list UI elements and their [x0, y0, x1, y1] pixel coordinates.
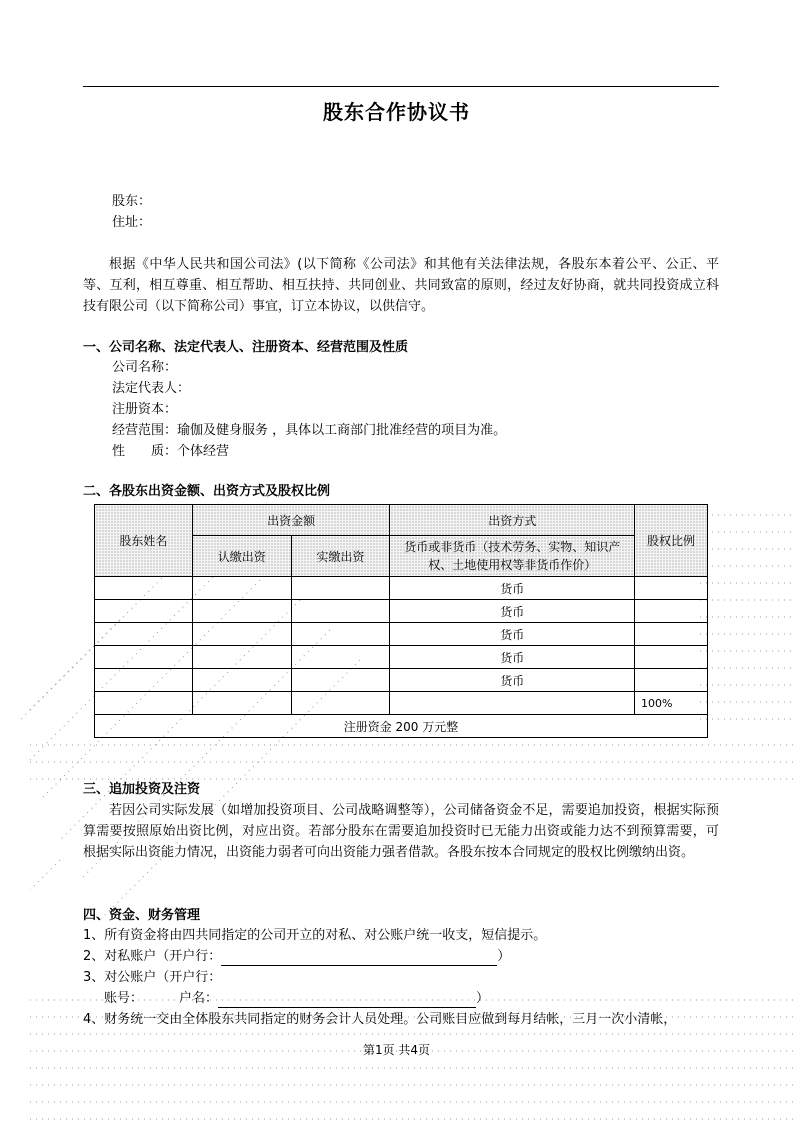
cell-name	[95, 623, 193, 646]
cell-paid-in	[291, 646, 390, 669]
cell-name	[95, 577, 193, 600]
company-name-label: 公司名称：	[112, 360, 178, 375]
cell-ratio	[635, 623, 708, 646]
equity-table	[94, 504, 708, 738]
sum-ratio: 100%	[635, 692, 708, 715]
cell-ratio	[635, 577, 708, 600]
page-number: 第1页 共4页	[362, 1043, 431, 1057]
document-title: 股东合作协议书	[323, 100, 470, 124]
section3-heading: 三、追加投资及注资	[83, 782, 201, 797]
section3-paragraph	[83, 800, 719, 863]
col-shareholder-name: 股东姓名	[95, 505, 193, 577]
address-label: 住址：	[112, 215, 152, 230]
finance-item-1: 1、所有资金将由四共同指定的公司开立的对私、对公账户统一收支，短信提示。	[83, 928, 547, 943]
cell-ratio	[635, 600, 708, 623]
cell-subscribed	[192, 646, 291, 669]
cell-method: 货币	[390, 646, 635, 669]
cell-paid-in	[291, 577, 390, 600]
table-row	[95, 646, 708, 669]
private-bank-blank	[221, 965, 497, 966]
col-contribution-amount: 出资金额	[192, 505, 390, 536]
account-close: ）	[476, 991, 490, 1006]
private-account-label: 2、对私账户（开户行：	[83, 949, 222, 964]
company-nature: 性 质：个体经营	[112, 444, 230, 459]
cell-subscribed	[192, 623, 291, 646]
account-name-label: 户名：	[179, 991, 219, 1006]
cell-method: 货币	[390, 600, 635, 623]
cell-name	[95, 646, 193, 669]
cell-name	[95, 692, 193, 715]
finance-item-2	[83, 948, 510, 966]
business-scope: 经营范围：瑜伽及健身服务 ，具体以工商部门批准经营的项目为准。	[112, 423, 507, 438]
col-subscribed: 认缴出资	[192, 536, 291, 577]
cell-method	[390, 692, 635, 715]
table-row	[95, 577, 708, 600]
reg-capital-label: 注册资本：	[112, 402, 178, 417]
cell-ratio	[635, 669, 708, 692]
header-rule	[83, 86, 719, 87]
account-number-label: 账号：	[104, 991, 144, 1006]
col-equity-ratio: 股权比例	[635, 505, 708, 577]
cell-paid-in	[291, 600, 390, 623]
col-method-detail: 货币或非货币（技术劳务、实物、知识产权、土地使用权等非货币作价）	[390, 536, 635, 577]
legal-rep-label: 法定代表人：	[112, 381, 191, 396]
shareholder-label: 股东：	[112, 194, 152, 209]
table-row	[95, 669, 708, 692]
table-row	[95, 623, 708, 646]
section3-text: 若因公司实际发展（如增加投资项目、公司战略调整等），公司储备资金不足，需要追加投资，根据实际预算需要按照原始出资比例，对应出资。若部分股东在需要追加投资时已无能力出资或能力达不到预算需要，可根据实际出资能力情况，出资能力弱者可向出资能力强者借款。各股东按本合同规定的股权比例缴纳出资。	[83, 803, 719, 860]
finance-item-4: 4、财务统一交由全体股东共同指定的财务会计人员处理。公司账目应做到每月结帐，三月一次小清帐，	[83, 1012, 677, 1027]
cell-subscribed	[192, 669, 291, 692]
col-paid-in: 实缴出资	[291, 536, 390, 577]
cell-paid-in	[291, 669, 390, 692]
account-line	[104, 990, 489, 1008]
cell-ratio	[635, 646, 708, 669]
intro-text: 根据《中华人民共和国公司法》(以下简称《公司法》和其他有关法律法规，各股东本着公平、公正、平等、互利，相互尊重、相互帮助、相互扶持、共同创业、共同致富的原则，经过友好协商，就共同投资成立科技有限公司（以下简称公司）事宜，订立本协议，以供信守。	[83, 257, 719, 314]
cell-name	[95, 669, 193, 692]
cell-method: 货币	[390, 669, 635, 692]
section2-heading: 二、各股东出资金额、出资方式及股权比例	[83, 484, 331, 499]
sum-row	[95, 692, 708, 715]
cell-subscribed	[192, 577, 291, 600]
cell-subscribed	[192, 600, 291, 623]
total-capital: 注册资金 200 万元整	[95, 715, 708, 738]
intro-paragraph	[83, 254, 719, 317]
section1-heading: 一、公司名称、法定代表人、注册资本、经营范围及性质	[83, 340, 409, 355]
cell-paid-in	[291, 692, 390, 715]
cell-paid-in	[291, 623, 390, 646]
cell-method: 货币	[390, 577, 635, 600]
table-row	[95, 600, 708, 623]
finance-item-3: 3、对公账户（开户行：	[83, 970, 222, 985]
private-account-close: ）	[497, 949, 511, 964]
cell-method: 货币	[390, 623, 635, 646]
section4-heading: 四、资金、财务管理	[83, 908, 201, 923]
account-name-blank	[218, 1007, 476, 1008]
col-contribution-method: 出资方式	[390, 505, 635, 536]
cell-subscribed	[192, 692, 291, 715]
cell-name	[95, 600, 193, 623]
